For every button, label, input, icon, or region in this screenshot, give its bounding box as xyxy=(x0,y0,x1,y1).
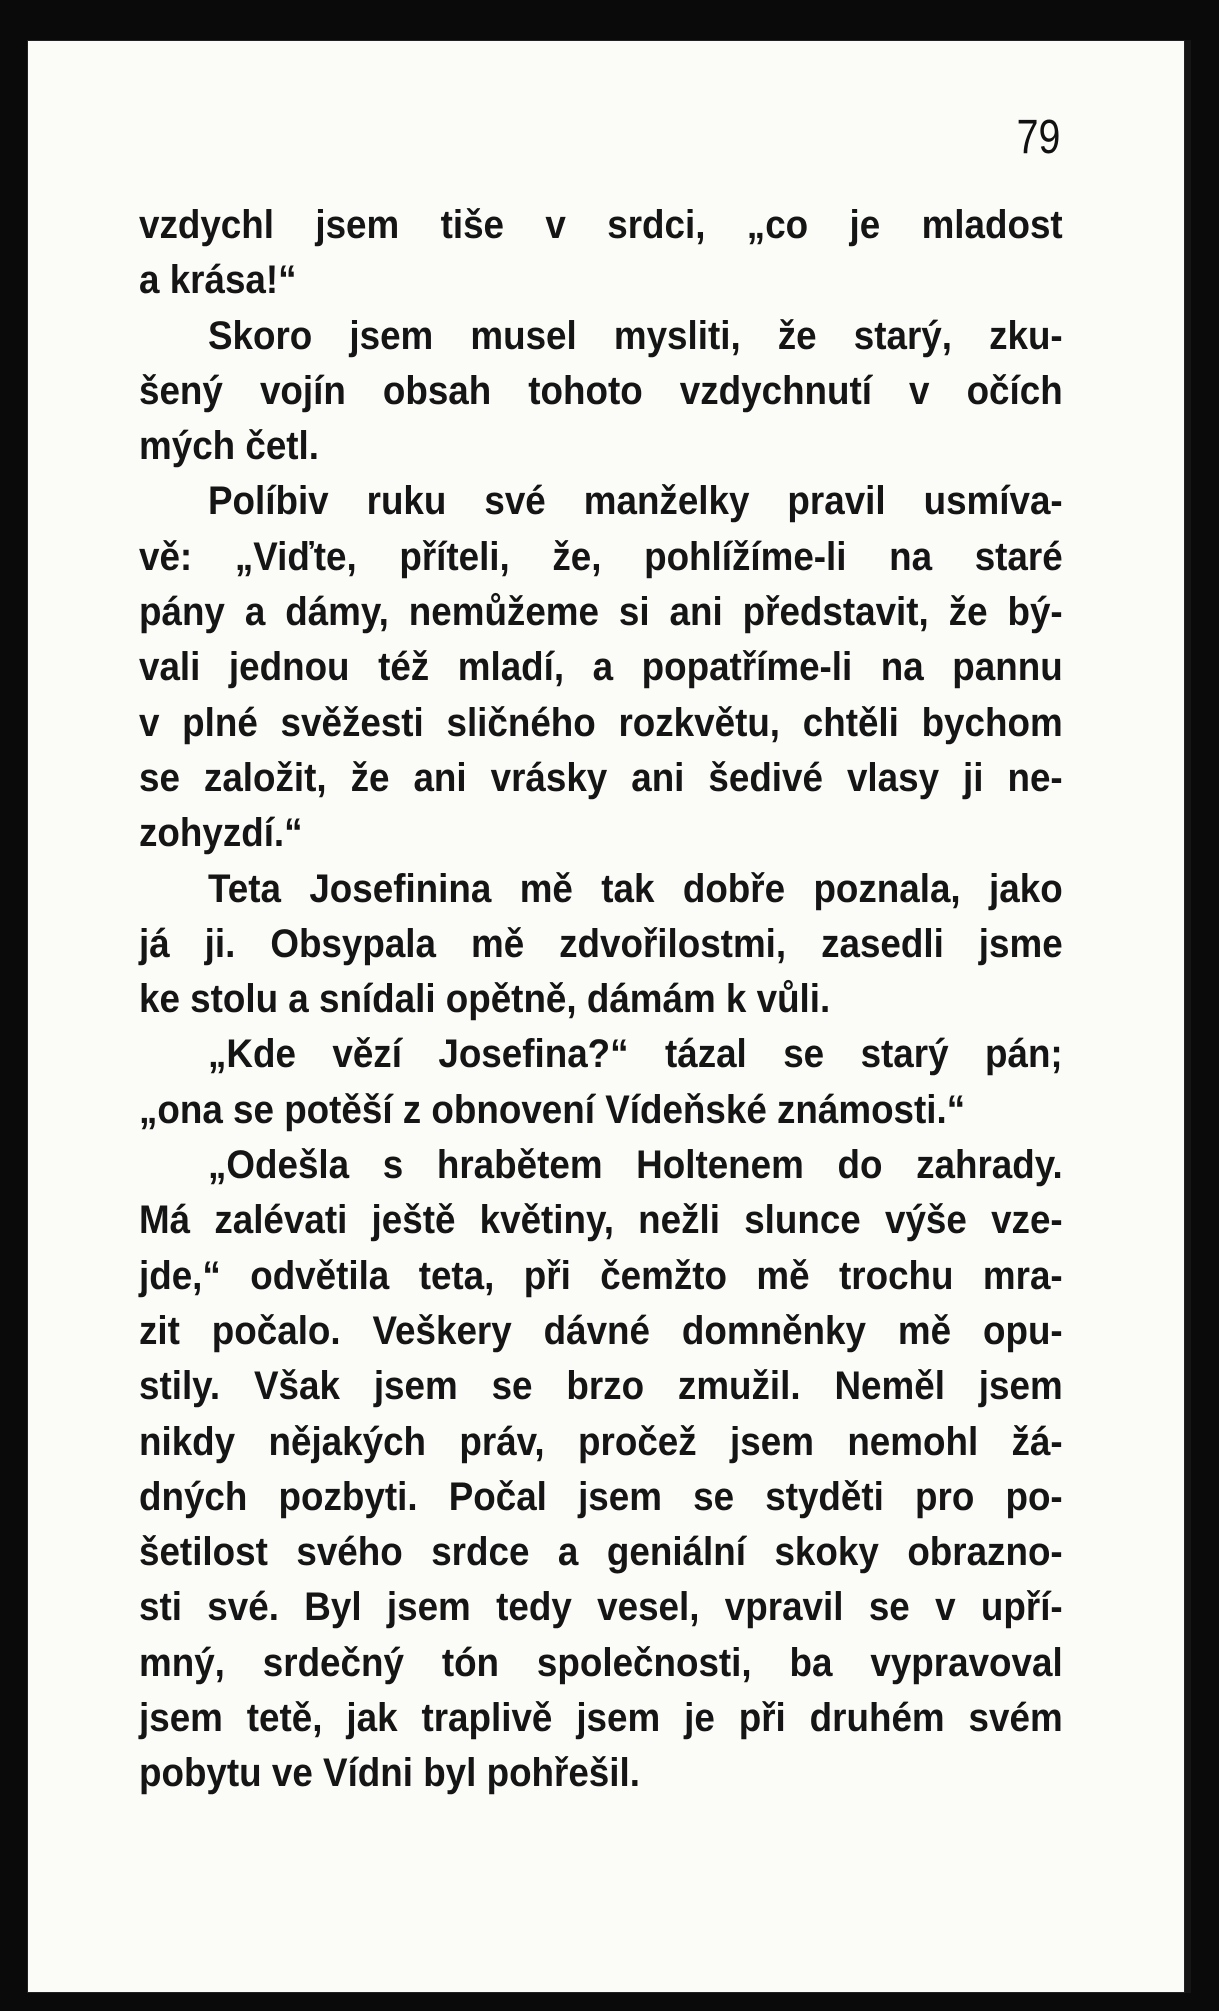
text-line xyxy=(139,1691,1063,1746)
text-line-content: a krása!“ xyxy=(139,258,297,303)
text-line-content: „Kde vězí Josefina?“ tázal se starý pán; xyxy=(208,1032,1063,1077)
text-line-content: pány a dámy, nemůžeme si ani představit, že bý- xyxy=(139,590,1063,635)
text-line-content: jde,“ odvětila teta, při čemžto mě trochu mra- xyxy=(139,1253,1063,1298)
text-line-content: sti své. Byl jsem tedy vesel, vpravil se v upří- xyxy=(139,1585,1063,1630)
text-line-content: vali jednou též mladí, a popatříme-li na pannu xyxy=(139,645,1063,690)
text-line xyxy=(139,1415,1063,1470)
text-line xyxy=(139,419,1063,474)
text-line xyxy=(139,751,1063,806)
text-line xyxy=(139,530,1063,585)
text-line-content: dných pozbyti. Počal jsem se styděti pro po- xyxy=(139,1474,1063,1519)
text-line-content: stily. Však jsem se brzo zmužil. Neměl jsem xyxy=(139,1364,1063,1409)
text-line xyxy=(139,1193,1063,1248)
text-line xyxy=(139,640,1063,695)
text-line xyxy=(139,1580,1063,1635)
text-line xyxy=(139,1470,1063,1525)
text-line xyxy=(139,972,1063,1027)
text-line xyxy=(139,1746,1063,1801)
text-line-content: zohyzdí.“ xyxy=(139,811,303,856)
text-line-content: šený vojín obsah tohoto vzdychnutí v očích xyxy=(139,368,1063,413)
text-line-content: v plné svěžesti sličného rozkvětu, chtěli bychom xyxy=(139,700,1063,745)
text-line-content: se založit, že ani vrásky ani šedivé vlasy ji ne- xyxy=(139,755,1063,800)
text-line-content: jsem tetě, jak traplivě jsem je při druhém svém xyxy=(139,1696,1063,1741)
text-line xyxy=(139,1027,1063,1082)
text-line-content: zit počalo. Veškery dávné domněnky mě opu- xyxy=(139,1308,1063,1353)
text-line xyxy=(139,1249,1063,1304)
text-line-content: vzdychl jsem tiše v srdci, „co je mladost xyxy=(139,203,1063,247)
text-line-content: pobytu ve Vídni byl pohřešil. xyxy=(139,1751,640,1796)
page-number: 79 xyxy=(1016,111,1060,164)
text-line-content: nikdy nějakých práv, pročež jsem nemohl žá- xyxy=(139,1419,1063,1464)
body-text xyxy=(139,198,1063,1802)
text-line xyxy=(139,198,1063,253)
text-line-content: Teta Josefinina mě tak dobře poznala, jako xyxy=(208,866,1063,911)
text-line-content: mný, srdečný tón společnosti, ba vypravoval xyxy=(139,1640,1063,1685)
text-line-content: Skoro jsem musel mysliti, že starý, zku- xyxy=(208,313,1063,358)
text-line xyxy=(139,696,1063,751)
text-line-content: „Odešla s hrabětem Holtenem do zahrady. xyxy=(208,1143,1063,1188)
text-line xyxy=(139,364,1063,419)
text-line xyxy=(139,1359,1063,1414)
book-page xyxy=(27,40,1191,1993)
text-line-content: „ona se potěší z obnovení Vídeňské známosti.“ xyxy=(139,1087,966,1132)
text-line xyxy=(139,1138,1063,1193)
text-line-content: mých četl. xyxy=(139,424,320,469)
text-line xyxy=(139,1525,1063,1580)
text-line-content: Má zalévati ještě květiny, nežli slunce výše vze- xyxy=(139,1198,1063,1243)
text-line xyxy=(139,806,1063,861)
text-line-content: vě: „Viďte, příteli, že, pohlížíme-li na staré xyxy=(139,534,1063,579)
text-line-content: Políbiv ruku své manželky pravil usmíva- xyxy=(208,479,1063,524)
text-line xyxy=(139,1304,1063,1359)
text-line xyxy=(139,253,1063,308)
text-line-content: ke stolu a snídali opětně, dámám k vůli. xyxy=(139,977,831,1022)
text-line xyxy=(139,585,1063,640)
text-line xyxy=(139,1636,1063,1691)
text-line xyxy=(139,474,1063,529)
text-line-content: já ji. Obsypala mě zdvořilostmi, zasedli jsme xyxy=(139,921,1063,966)
text-line xyxy=(139,309,1063,364)
text-line xyxy=(139,1083,1063,1138)
text-line-content: šetilost svého srdce a geniální skoky obrazno- xyxy=(139,1530,1063,1575)
text-line xyxy=(139,862,1063,917)
text-line xyxy=(139,917,1063,972)
